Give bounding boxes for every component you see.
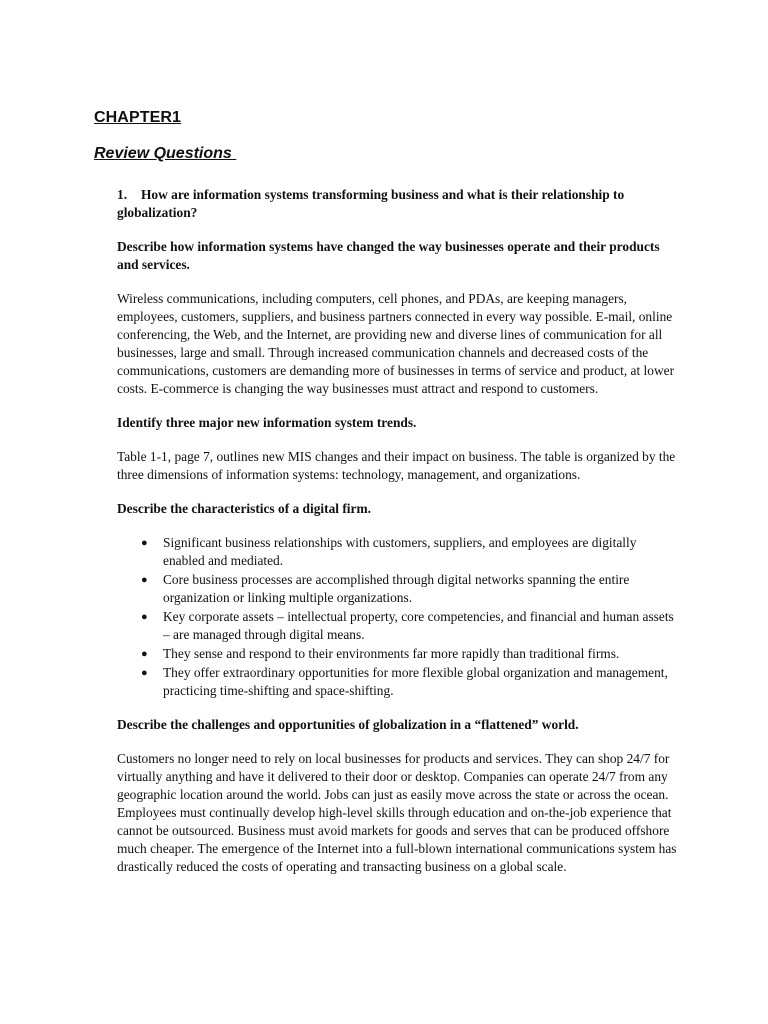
list-item [117, 645, 677, 663]
subquestion-heading-trends: Identify three major new information system trends. [117, 415, 417, 430]
bullet-icon: ● [141, 611, 148, 623]
list-item [117, 571, 677, 607]
bullet-icon: ● [141, 537, 148, 549]
answer-paragraph-trends: Table 1-1, page 7, outlines new MIS changes and their impact on business. The table is organized by the three dimensions of information systems: technology, management, and organizations. [117, 449, 676, 482]
list-item-text: They sense and respond to their environments far more rapidly than traditional firms. [163, 646, 620, 661]
answer-paragraph-operations: Wireless communications, including computers, cell phones, and PDAs, are keeping managers, employees, customers, suppliers, and business partners connected in every way possible. E-mail, online conferencing, the Web, and the Internet, are providing new and diverse lines of communication for all businesses, large and small. Through increased communication channels and decreased costs of the communications, customers are demanding more of businesses in terms of service and product, at lower costs. E-commerce is changing the way businesses must attract and respond to customers. [117, 291, 675, 396]
section-title: Review Questions [94, 145, 237, 162]
subquestion-heading-globalization: Describe the challenges and opportunities of globalization in a “flattened” world. [117, 717, 579, 732]
list-item [117, 534, 677, 570]
answer-paragraph-globalization: Customers no longer need to rely on local businesses for products and services. They can shop 24/7 for virtually anything and have it delivered to their door or desktop. Companies can operate 24/7 from any geographic location around the world. Jobs can just as easily move across the state or across the ocean. Employees must continually develop high-level skills through education and on-the-job experience that cannot be outsourced. Business must avoid markets for goods and serves that can be produced offshore much cheaper. The emergence of the Internet into a full-blown international communications system has drastically reduced the costs of operating and transacting business on a global scale. [117, 751, 677, 874]
subquestion-heading-operations: Describe how information systems have changed the way businesses operate and their products and services. [117, 239, 660, 272]
list-item [117, 664, 677, 700]
chapter-title: CHAPTER1 [94, 109, 182, 126]
digital-firm-bullet-list [117, 534, 677, 700]
document-body [117, 186, 677, 892]
list-item-text: Key corporate assets – intellectual property, core competencies, and financial and human assets – are managed through digital means. [163, 609, 674, 642]
bullet-icon: ● [141, 667, 148, 679]
bullet-icon: ● [141, 574, 148, 586]
list-item [117, 608, 677, 644]
question-1 [117, 186, 677, 222]
subquestion-heading-digital-firm: Describe the characteristics of a digital firm. [117, 501, 371, 516]
bullet-icon: ● [141, 648, 148, 660]
list-item-text: They offer extraordinary opportunities for more flexible global organization and management, practicing time-shifting and space-shifting. [163, 665, 668, 698]
question-text: How are information systems transforming business and what is their relationship to globalization? [117, 187, 625, 220]
list-item-text: Significant business relationships with customers, suppliers, and employees are digitally enabled and mediated. [163, 535, 637, 568]
question-number: 1. [117, 187, 128, 202]
list-item-text: Core business processes are accomplished through digital networks spanning the entire organization or linking multiple organizations. [163, 572, 630, 605]
